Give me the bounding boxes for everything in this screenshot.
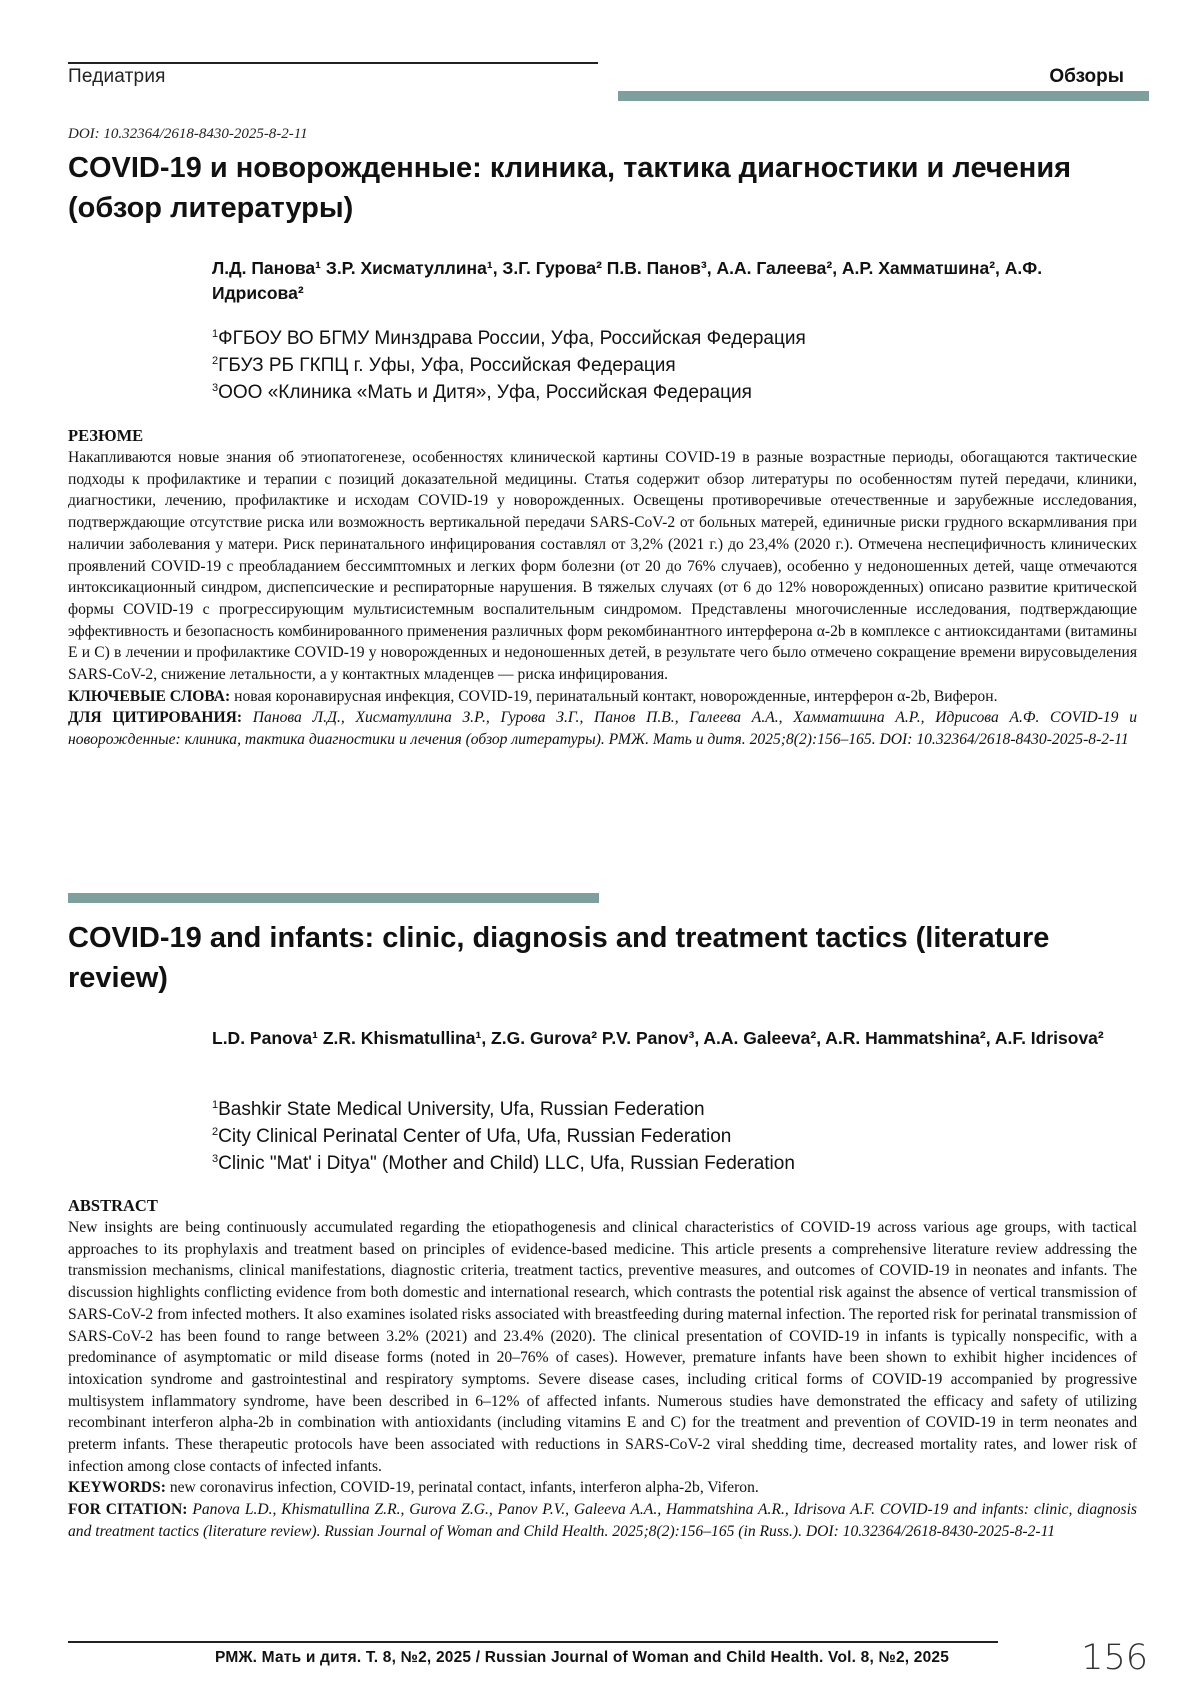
header-top-rule [68, 62, 598, 64]
affiliation-ru-1: $^1$ФГБОУ ВО БГМУ Минздрава России, Уфа, Российская Федерация [212, 328, 806, 349]
keywords-en: KEYWORDS: new coronavirus infection, COVID-19, perinatal contact, infants, interferon alpha-2b, Viferon. [68, 1479, 759, 1497]
citation-ru: ДЛЯ ЦИТИРОВАНИЯ: Панова Л.Д., Хисматуллина З.Р., Гурова З.Г., Панов П.В., Галеева А.А., Хамматшина А.Р., Идрисова А.Ф. COVID-19 и новорожденные: клиника, тактика диагностики и лечения (обзор литературы). РМЖ. Мать и дитя. 2025;8(2):156–165. DOI: 10.32364/2618-8430-2025-8-2-11 [68, 709, 1137, 749]
abstract-text-ru: Накапливаются новые знания об этиопатогенезе, особенностях клинической картины COVID-19 в разные возрастные периоды, обогащаются тактические подходы к профилактике и терапии с позиций доказательной медицины. Статья содержит обзор литературы по особенностям путей передачи, клиники, диагностики, лечению, профилактике и исходам COVID-19 у новорожденных. Освещены противоречивые отечественные и зарубежные исследования, подтверждающие отсутствие риска или возможность вертикальной передачи SARS-CoV-2 от больных матерей, единичные риски грудного вскармливания при наличии заболевания у матери. Риск перинатального инфицирования составлял от 3,2% (2021 г.) до 23,4% (2020 г.). Отмечена неспецифичность клинических проявлений COVID-19 с преобладанием бессимптомных и легких форм болезни (от 20 до 76% случаев), особенно у недоношенных детей, чаще отмечаются интоксикационный синдром, диспепсические и респираторные нарушения. В тяжелых случаях (от 6 до 12% новорожденных) описано развитие критической формы COVID-19 с прогрессирующим мультисистемным воспалительным синдромом. Представлены многочисленные исследования, подтверждающие эффективность и безопасность комбинированного применения различных форм рекомбинантного интерферона α-2b в комплексе с антиоксидантами (витамины Е и С) в лечении и профилактике COVID-19 у новорожденных и недоношенных детей, в результате чего было отмечено сокращение времени вирусовыделения SARS-CoV-2, снижение летальности, а у контактных младенцев — риска инфицирования. [68, 449, 1137, 684]
affiliation-en-2: $^2$City Clinical Perinatal Center of Ufa, Ufa, Russian Federation [212, 1126, 732, 1147]
affiliation-en-1: $^1$Bashkir State Medical University, Ufa, Russian Federation [212, 1099, 705, 1120]
affiliation-ru-2: $^2$ГБУЗ РБ ГКПЦ г. Уфы, Уфа, Российская Федерация [212, 355, 676, 376]
abstract-body-en [68, 1217, 1137, 1543]
abstract-heading-en: ABSTRACT [68, 1196, 158, 1215]
header-accent-bar [618, 91, 1149, 101]
affiliations-ru [212, 323, 1112, 404]
section-divider-bar [68, 893, 599, 903]
affiliation-ru-3: $^3$ООО «Клиника «Мать и Дитя», Уфа, Российская Федерация [212, 382, 752, 403]
abstract-text-en: New insights are being continuously accumulated regarding the etiopathogenesis and clinical characteristics of COVID-19 across various age groups, with tactical approaches to its prophylaxis and treatment based on principles of evidence-based medicine. This article presents a comprehensive literature review addressing the transmission mechanisms, clinical manifestations, diagnostic criteria, treatment tactics, preventive measures, and outcomes of COVID-19 in neonates and infants. The discussion highlights conflicting evidence from both domestic and international research, which contrasts the potential risk against the absence of vertical transmission of SARS-CoV-2 from infected mothers. It also examines isolated risks associated with breastfeeding during maternal infection. The reported risk for perinatal transmission of SARS-CoV-2 has been found to range between 3.2% (2021) and 23.4% (2020). The clinical presentation of COVID-19 in infants is typically nonspecific, with a predominance of asymptomatic or mild disease forms (noted in 20–76% of cases). However, premature infants have been shown to exhibit higher incidences of intoxication syndrome and gastrointestinal and respiratory symptoms. Severe disease cases, including critical forms of COVID-19 accompanied by progressive multisystem inflammatory syndrome, have been described in 6–12% of affected infants. Numerous studies have demonstrated the efficacy and safety of utilizing recombinant interferon alpha-2b in combination with antioxidants (including vitamins E and C) for the treatment and prevention of COVID-19 in term neonates and preterm infants. These therapeutic protocols have been associated with reductions in SARS-CoV-2 viral shedding time, decreased mortality rates, and lower risk of infection among close contacts of infected infants. [68, 1219, 1137, 1475]
article-title-en: COVID-19 and infants: clinic, diagnosis and treatment tactics (literature review) [68, 922, 1050, 994]
page-number: 156 [1081, 1638, 1148, 1678]
footer-journal: РМЖ. Мать и дитя. Т. 8, №2, 2025 / Russian Journal of Woman and Child Health. Vol. 8, №2, 2025 [215, 1649, 950, 1666]
abstract-heading-ru: РЕЗЮМЕ [68, 426, 144, 445]
affiliation-en-3: $^3$Clinic "Mat' i Ditya" (Mother and Child) LLC, Ufa, Russian Federation [212, 1153, 795, 1174]
authors-ru: Л.Д. Панова¹ З.Р. Хисматуллина¹, З.Г. Гурова² П.В. Панов³, А.А. Галеева², А.Р. Хамматшина², А.Ф. Идрисова² [212, 258, 1043, 303]
rubric-label: Обзоры [1049, 66, 1124, 87]
keywords-ru: КЛЮЧЕВЫЕ СЛОВА: новая коронавирусная инфекция, COVID-19, перинатальный контакт, новорожденные, интерферон α-2b, Виферон. [68, 687, 998, 705]
section-label: Педиатрия [68, 66, 166, 87]
abstract-body-ru [68, 447, 1137, 751]
citation-en: FOR CITATION: Panova L.D., Khismatullina Z.R., Gurova Z.G., Panov P.V., Galeeva A.A., Hammatshina A.R., Idrisova A.F. COVID-19 and infants: clinic, diagnosis and treatment tactics (literature review). Russian Journal of Woman and Child Health. 2025;8(2):156–165 (in Russ.). DOI: 10.32364/2618-8430-2025-8-2-11 [68, 1501, 1137, 1540]
doi: DOI: 10.32364/2618-8430-2025-8-2-11 [68, 126, 308, 142]
authors-en: L.D. Panova¹ Z.R. Khismatullina¹, Z.G. Gurova² P.V. Panov³, A.A. Galeeva², A.R. Hammatshina², A.F. Idrisova² [212, 1028, 1104, 1048]
article-title-ru: COVID-19 и новорожденные: клиника, тактика диагностики и лечения (обзор литературы) [68, 152, 1072, 224]
affiliations-en [212, 1094, 1112, 1175]
footer-rule [68, 1641, 998, 1643]
